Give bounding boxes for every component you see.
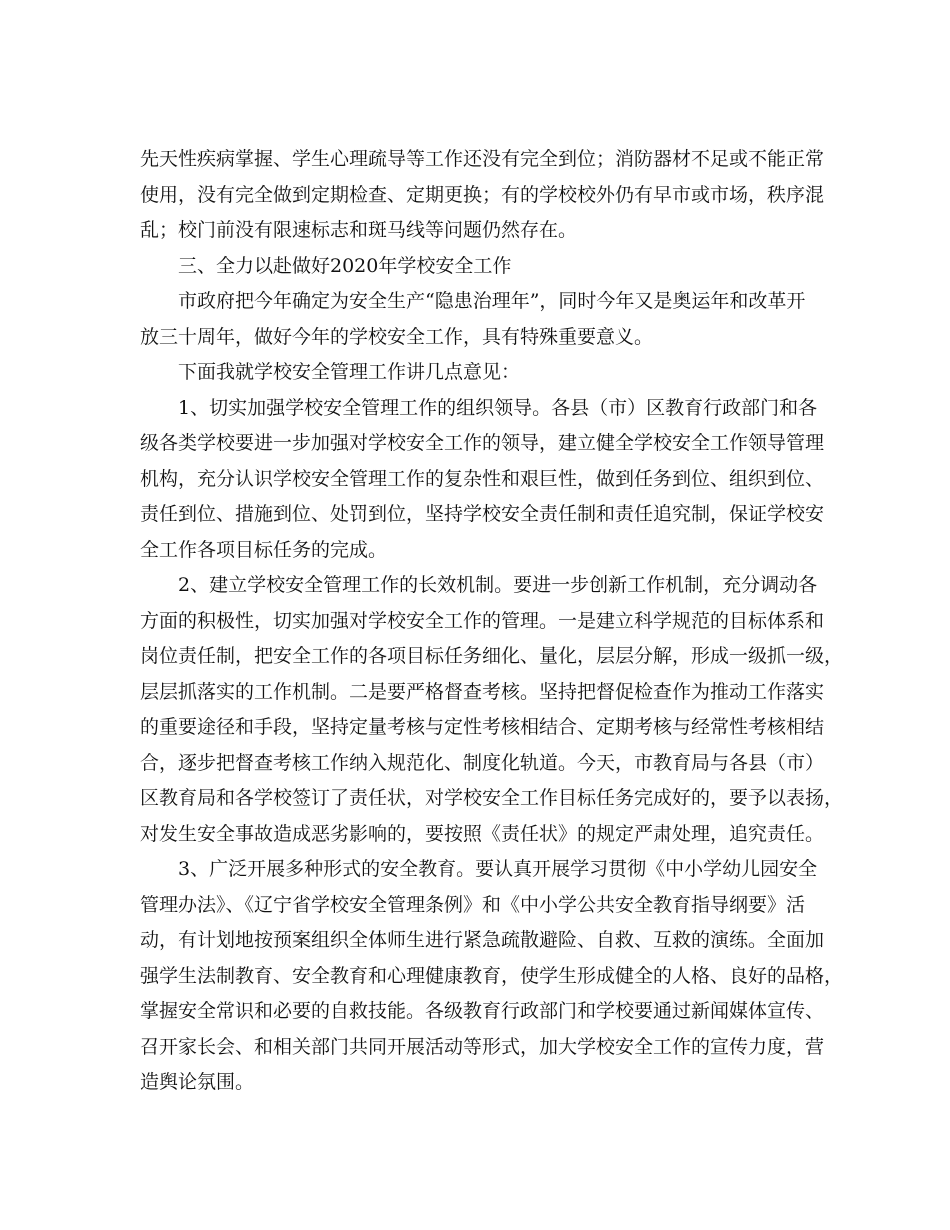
text-line: 方面的积极性，切实加强对学校安全工作的管理。一是建立科学规范的目标体系和 [140, 609, 825, 632]
text-line: 掌握安全常识和必要的自救技能。各级教育行政部门和学校要通过新闻媒体宣传、 [140, 1000, 825, 1022]
document-body [140, 142, 844, 1101]
text-line: 1、切实加强学校安全管理工作的组织领导。各县（市）区教育行政部门和各 [178, 396, 818, 419]
text-line: 下面我就学校安全管理工作讲几点意见： [178, 361, 521, 383]
text-line: 造舆论氛围。 [140, 1071, 255, 1093]
text-line: 3、广泛开展多种形式的安全教育。要认真开展学习贯彻《中小学幼儿园安全 [178, 858, 818, 880]
text-line: 的重要途径和手段，坚持定量考核与定性考核相结合、定期考核与经常性考核相结 [140, 716, 825, 738]
text-line: 对发生安全事故造成恶劣影响的，要按照《责任状》的规定严肃处理，追究责任。 [140, 822, 825, 845]
text-line: 放三十周年，做好今年的学校安全工作，具有特殊重要意义。 [140, 325, 654, 348]
text-line: 召开家长会、和相关部门共同开展活动等形式，加大学校安全工作的宣传力度，营 [140, 1035, 825, 1058]
text-line: 级各类学校要进一步加强对学校安全工作的领导，建立健全学校安全工作领导管理 [140, 432, 825, 454]
text-line: 全工作各项目标任务的完成。 [140, 538, 388, 561]
text-line: 区教育局和各学校签订了责任状，对学校安全工作目标任务完成好的，要予以表扬， [140, 787, 844, 809]
text-line: 动，有计划地按预案组织全体师生进行紧急疏散避险、自救、互救的演练。全面加 [140, 929, 825, 951]
text-line: 2、建立学校安全管理工作的长效机制。要进一步创新工作机制，充分调动各 [178, 574, 818, 596]
text-line: 岗位责任制，把安全工作的各项目标任务细化、量化，层层分解，形成一级抓一级， [140, 645, 844, 667]
text-line: 强学生法制教育、安全教育和心理健康教育，使学生形成健全的人格、良好的品格， [140, 964, 844, 987]
text-line: 责任到位、措施到位、处罚到位，坚持学校安全责任制和责任追究制，保证学校安 [140, 503, 825, 525]
text-line: 管理办法》、《辽宁省学校安全管理条例》和《中小学公共安全教育指导纲要》活 [140, 893, 806, 916]
text-line: 机构，充分认识学校安全管理工作的复杂性和艰巨性，做到任务到位、组织到位、 [140, 467, 825, 490]
text-line: 乱；校门前没有限速标志和斑马线等问题仍然存在。 [140, 219, 578, 241]
text-line: 先天性疾病掌握、学生心理疏导等工作还没有完全到位；消防器材不足或不能正常 [140, 148, 825, 170]
text-line: 合，逐步把督查考核工作纳入规范化、制度化轨道。今天，市教育局与各县（市） [140, 751, 825, 774]
text-line: 层层抓落实的工作机制。二是要严格督查考核。坚持把督促检查作为推动工作落实 [140, 680, 825, 703]
text-line: 市政府把今年确定为安全生产“隐患治理年”，同时今年又是奥运年和改革开 [178, 290, 806, 312]
text-line: 三、全力以赴做好2020年学校安全工作 [178, 254, 512, 277]
text-line: 使用，没有完全做到定期检查、定期更换；有的学校校外仍有早市或市场，秩序混 [140, 183, 825, 206]
